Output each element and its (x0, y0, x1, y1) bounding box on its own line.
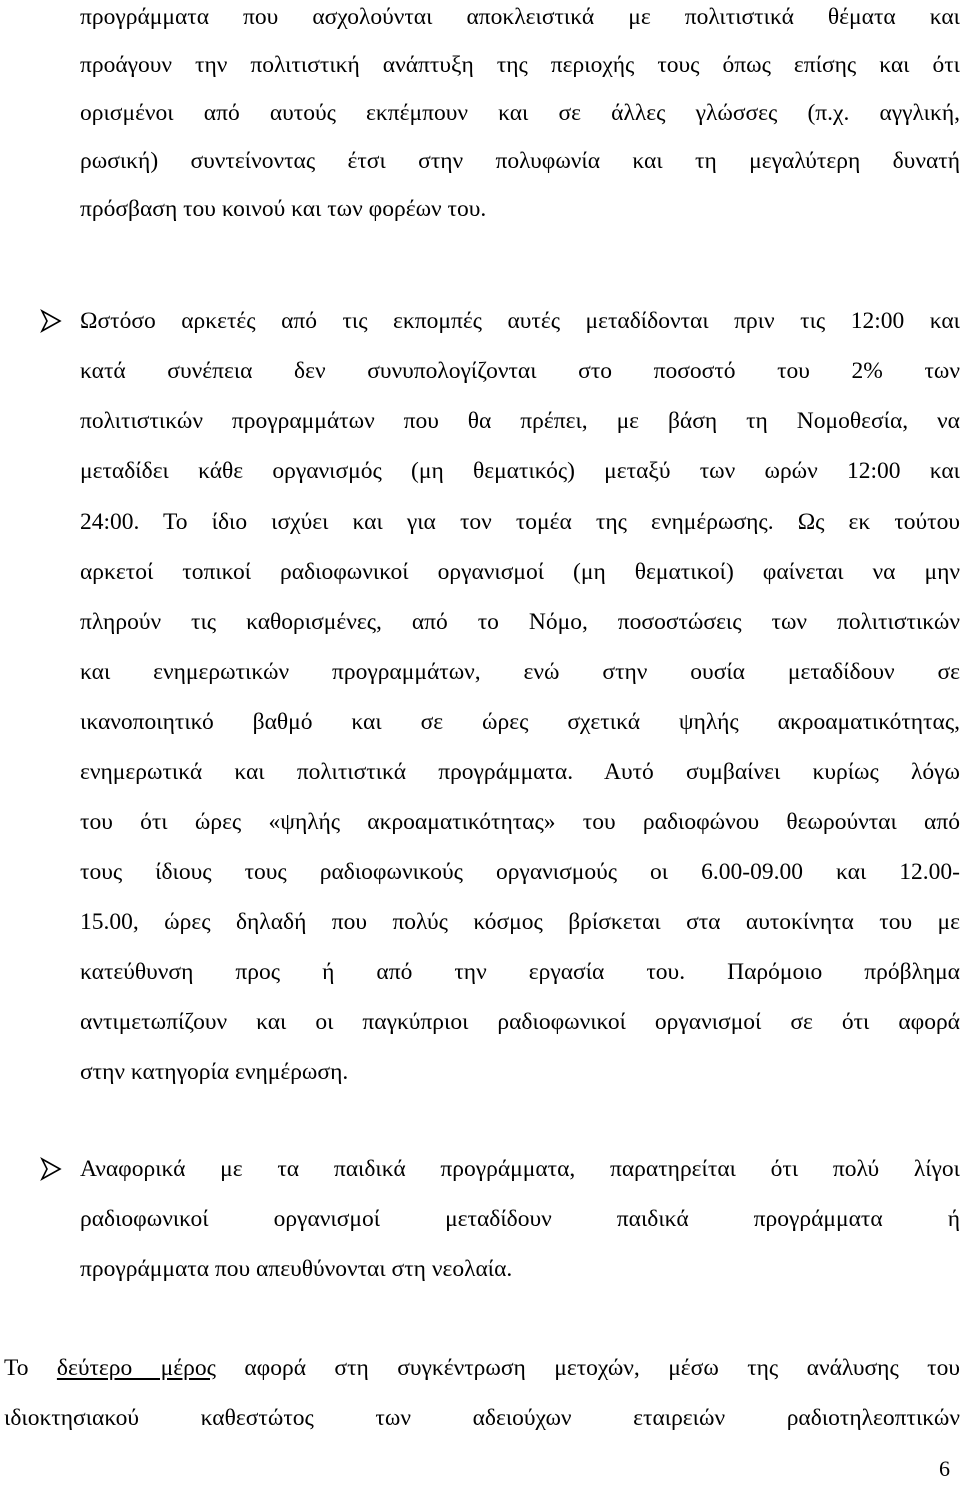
text-line: προάγουν την πολιτιστική ανάπτυξη της περιοχής τους όπως επίσης και ότι (80, 52, 960, 78)
text-line: ορισμένοι από αυτούς εκπέμπουν και σε άλλες γλώσσες (π.χ. αγγλική, (80, 100, 960, 126)
text-line: αντιμετωπίζουν και οι παγκύπριοι ραδιοφωνικοί οργανισμοί σε ότι αφορά (80, 1009, 960, 1035)
text-line: ραδιοφωνικοί οργανισμοί μεταδίδουν παιδικά προγράμματα ή (80, 1206, 960, 1232)
text-line: και ενημερωτικών προγραμμάτων, ενώ στην ουσία μεταδίδουν σε (80, 659, 960, 685)
text-line: αρκετοί τοπικοί ραδιοφωνικοί οργανισμοί (μη θεματικοί) φαίνεται να μην (80, 559, 960, 585)
text-line: ικανοποιητικό βαθμό και σε ώρες σχετικά ψηλής ακροαματικότητας, (80, 709, 960, 735)
text-line: του ότι ώρες «ψηλής ακροαματικότητας» του ραδιοφώνου θεωρούνται από (80, 809, 960, 835)
arrow-bullet-icon (40, 309, 62, 333)
text-line: πολιτιστικών προγραμμάτων που θα πρέπει, με βάση τη Νομοθεσία, να (80, 408, 960, 434)
text-line: Αναφορικά με τα παιδικά προγράμματα, παρατηρείται ότι πολύ λίγοι (80, 1156, 960, 1182)
text-line: ενημερωτικά και πολιτιστικά προγράμματα. Αυτό συμβαίνει κυρίως λόγω (80, 759, 960, 785)
text-line: ρωσική) συντείνοντας έτσι στην πολυφωνία και τη μεγαλύτερη δυνατή (80, 148, 960, 174)
text-line: 15.00, ώρες δηλαδή που πολύς κόσμος βρίσκεται στα αυτοκίνητα του με (80, 909, 960, 935)
text-line: πρόσβαση του κοινού και των φορέων του. (80, 196, 487, 222)
text-line: στην κατηγορία ενημέρωση. (80, 1059, 349, 1085)
text-line: πληρούν τις καθορισμένες, από το Νόμο, ποσοστώσεις των πολιτιστικών (80, 609, 960, 635)
text-line: προγράμματα που απευθύνονται στη νεολαία. (80, 1256, 513, 1282)
underlined-term: δεύτερο μέρος (56, 1355, 216, 1381)
text-fragment: αφορά στη συγκέντρωση μετοχών, μέσω της ανάλυσης του (244, 1355, 960, 1381)
text-line: κατεύθυνση προς ή από την εργασία του. Παρόμοιο πρόβλημα (80, 959, 960, 985)
text-line: Ωστόσο αρκετές από τις εκπομπές αυτές μεταδίδονται πριν τις 12:00 και (80, 308, 960, 334)
text-line: μεταδίδει κάθε οργανισμός (μη θεματικός) μεταξύ των ωρών 12:00 και (80, 458, 960, 484)
text-line: κατά συνέπεια δεν συνυπολογίζονται στο ποσοστό του 2% των (80, 358, 960, 384)
text-line (4, 1353, 960, 1383)
page-number: 6 (939, 1456, 950, 1481)
arrow-bullet-icon (40, 1157, 62, 1181)
text-line: 24:00. Το ίδιο ισχύει και για τον τομέα της ενημέρωσης. Ως εκ τούτου (80, 509, 960, 535)
text-line: τους ίδιους τους ραδιοφωνικούς οργανισμούς οι 6.00-09.00 και 12.00- (80, 859, 960, 885)
text-fragment: Το (4, 1355, 29, 1381)
text-line: προγράμματα που ασχολούνται αποκλειστικά με πολιτιστικά θέματα και (80, 4, 960, 30)
text-line: ιδιοκτησιακού καθεστώτος των αδειούχων εταιρειών ραδιοτηλεοπτικών (4, 1405, 960, 1431)
